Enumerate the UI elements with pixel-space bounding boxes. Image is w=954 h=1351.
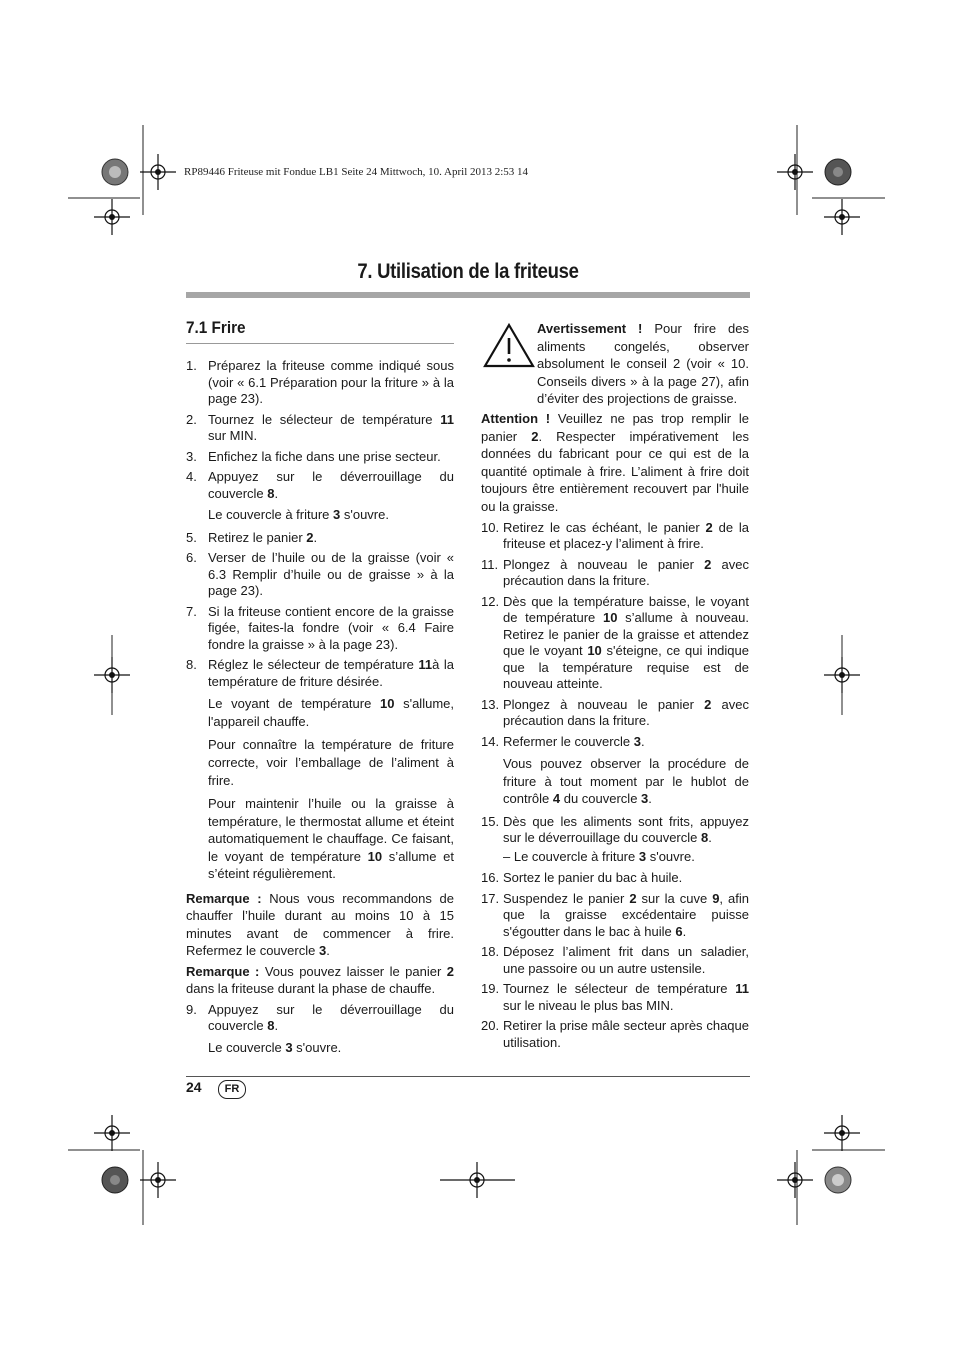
remark-2: Remarque : Vous pouvez laisser le panier 2 dans la friteuse durant la phase de chauffe. (186, 963, 454, 996)
step-text: Sortez le panier du bac à huile. (503, 870, 683, 886)
attention-text: Attention ! Veuillez ne pas trop remplir le panier 2. Respecter impérativement les données du fabricant pour ce qui est de la quantité optimale à frire. L’aliment à frire doit toujours être entièrement recouvert par l'huile ou la graisse. (481, 410, 750, 514)
language-badge: FR (218, 1080, 246, 1099)
step-8-note-2: Pour connaître la température de friture correcte, voir l’emballage de l’aliment à frire. (208, 737, 454, 788)
step-15 (481, 814, 749, 847)
step-5 (186, 530, 454, 547)
title-rule (186, 292, 750, 298)
step-text: Retirer la prise mâle secteur après chaque utilisation. (503, 1018, 749, 1050)
warning-block (481, 320, 749, 408)
footer-rule (186, 1076, 750, 1077)
step-text: Réglez le sélecteur de température 11à la température de friture désirée. (208, 657, 454, 689)
step-text: Refermer le couvercle 3. (503, 733, 645, 749)
step-number: 20. (481, 1018, 500, 1034)
step-text: Plongez à nouveau le panier 2 avec précaution dans la friture. (503, 696, 749, 729)
step-text: Préparez la friteuse comme indiqué sous (voir « 6.1 Préparation pour la friture » à la page 23). (208, 358, 454, 406)
right-column (481, 320, 749, 1051)
step-number: 9. (186, 1001, 197, 1017)
step-13 (481, 697, 749, 730)
step-4-result: Le couvercle à friture 3 s'ouvre. (208, 507, 389, 522)
step-text: Si la friteuse contient encore de la graisse figée, faites-la fondre (voir « 6.4 Faire fondre la graisse » à la page 23). (208, 603, 454, 652)
step-4 (186, 469, 454, 502)
step-text: Retirez le panier 2. (208, 529, 318, 545)
page-title: 7. Utilisation de la friteuse (357, 260, 579, 283)
step-number: 8. (186, 657, 197, 672)
step-8-note-3: Pour maintenir l’huile ou la graisse à température, le thermostat allume et éteint automatiquement le chauffage. Ce faisant, le voyant de température 10 s’allume et s’éteint régulièrement. (208, 796, 455, 881)
page-number: 24 (186, 1079, 202, 1095)
step-text: Enfichez la fiche dans une prise secteur. (208, 448, 441, 464)
step-16 (481, 870, 749, 887)
step-12 (481, 594, 749, 693)
step-7 (186, 604, 454, 654)
step-text: Appuyez sur le déverrouillage du couvercle 8. (208, 1001, 454, 1033)
step-8-note-1: Le voyant de température 10 s'allume, l'appareil chauffe. (208, 696, 454, 729)
section-rule (186, 343, 454, 345)
step-text: Tournez le sélecteur de température 11 sur le niveau le plus bas MIN. (503, 981, 749, 1013)
step-number: 11. (481, 556, 499, 572)
print-stamp: RP89446 Friteuse mit Fondue LB1 Seite 24 Mittwoch, 10. April 2013 2:53 14 (184, 166, 529, 178)
warning-text: Avertissement ! Pour frire des aliments congelés, observer absolument le conseil 2 (voir « 10. Conseils divers » à la page 27), afin d’éviter des projections de graisse. (537, 321, 749, 407)
step-15-result: – Le couvercle à friture 3 s'ouvre. (503, 848, 695, 864)
step-number: 10. (481, 519, 500, 535)
step-9-result: Le couvercle 3 s'ouvre. (208, 1039, 342, 1055)
step-text: Déposez l’aliment frit dans un saladier, une passoire ou un autre ustensile. (503, 944, 749, 976)
step-number: 3. (186, 448, 197, 464)
warning-triangle-icon (483, 322, 535, 368)
remark-1: Remarque : Nous vous recommandons de chauffer l’huile durant au moins 10 à 15 minutes avant de commencer à frire. Refermez le couvercle 3. (186, 890, 454, 958)
step-number: 1. (186, 358, 197, 373)
step-8 (186, 657, 454, 690)
step-text: Suspendez le panier 2 sur la cuve 9, afin que la graisse excédentaire puisse s'égoutter dans le bac à huile 6. (503, 890, 749, 939)
step-text: Dès que la température baisse, le voyant de température 10 s’allume à nouveau. Retirez le panier de la graisse et attendez que le voyant 10 s'éteigne, ce qui indique que la température requise est de nouveau atteinte. (503, 593, 749, 692)
step-1 (186, 358, 454, 408)
step-number: 19. (481, 981, 500, 997)
step-number: 15. (481, 813, 500, 829)
step-17 (481, 891, 749, 941)
step-9 (186, 1002, 454, 1035)
step-20 (481, 1018, 749, 1051)
step-text: Appuyez sur le déverrouillage du couvercle 8. (208, 469, 454, 501)
step-text: Verser de l’huile ou de la graisse (voir « 6.3 Remplir d’huile ou de graisse » à la page 23). (208, 550, 454, 598)
step-18 (481, 944, 749, 977)
step-10 (481, 520, 749, 553)
step-number: 12. (481, 593, 500, 609)
step-number: 2. (186, 411, 197, 427)
step-text: Dès que les aliments sont frits, appuyez sur le déverrouillage du couvercle 8. (503, 813, 749, 846)
step-3 (186, 449, 454, 466)
step-number: 14. (481, 733, 500, 749)
step-number: 6. (186, 550, 197, 565)
step-2 (186, 412, 454, 445)
step-number: 5. (186, 529, 197, 545)
step-number: 13. (481, 696, 500, 712)
step-number: 4. (186, 469, 197, 484)
step-number: 7. (186, 603, 197, 619)
section-heading: 7.1 Frire (186, 318, 246, 337)
step-number: 16. (481, 870, 500, 886)
step-14-note: Vous pouvez observer la procédure de friture à tout moment par le hublot de contrôle 4 du couvercle 3. (503, 756, 749, 807)
left-column (186, 320, 454, 1056)
step-14 (481, 734, 749, 751)
step-6 (186, 550, 454, 600)
step-number: 18. (481, 944, 500, 960)
step-19 (481, 981, 749, 1014)
step-11 (481, 557, 749, 590)
step-number: 17. (481, 890, 500, 906)
step-text: Plongez à nouveau le panier 2 avec précaution dans la friture. (503, 556, 749, 589)
step-text: Tournez le sélecteur de température 11 sur MIN. (208, 411, 454, 443)
step-text: Retirez le cas échéant, le panier 2 de la friteuse et placez-y l’aliment à frire. (503, 519, 749, 552)
